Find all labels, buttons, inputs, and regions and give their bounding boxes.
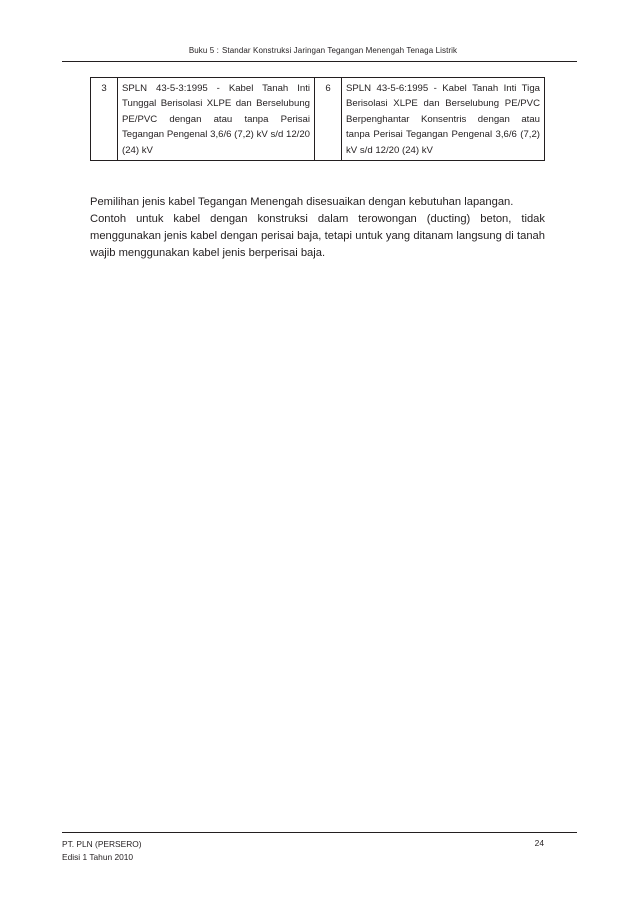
row-description-right: SPLN 43-5-6:1995 - Kabel Tanah Inti Tiga Berisolasi XLPE dan Berselubung PE/PVC Berpenghantar Konsentris dengan atau tanpa Perisai Tegangan Pengenal 3,6/6 (7,2) kV s/d 12/20 (24) kV — [342, 78, 545, 161]
header-title: Standar Konstruksi Jaringan Tegangan Menengah Tenaga Listrik — [221, 46, 458, 55]
page-footer — [62, 838, 142, 864]
table-row — [91, 78, 545, 161]
footer-edition: Edisi 1 Tahun 2010 — [62, 852, 134, 862]
body-text — [90, 194, 545, 262]
footer-divider — [62, 832, 577, 833]
page-header — [0, 46, 638, 55]
page-number: 24 — [534, 838, 544, 848]
row-description-left: SPLN 43-5-3:1995 - Kabel Tanah Inti Tunggal Berisolasi XLPE dan Berselubung PE/PVC dengan atau tanpa Perisai Tegangan Pengenal 3,6/6 (7,2) kV s/d 12/20 (24) kV — [118, 78, 315, 161]
header-divider — [62, 61, 577, 62]
standards-table — [90, 77, 545, 161]
row-number-right: 6 — [315, 78, 342, 161]
footer-company: PT. PLN (PERSERO) — [62, 839, 142, 849]
header-book: Buku 5 : — [188, 46, 219, 55]
body-line-2: Contoh untuk kabel dengan konstruksi dalam terowongan (ducting) beton, tidak menggunakan jenis kabel dengan perisai baja, tetapi untuk yang ditanam langsung di tanah wajib menggunakan kabel jenis berperisai baja. — [90, 213, 545, 259]
row-number-left: 3 — [91, 78, 118, 161]
body-line-1: Pemilihan jenis kabel Tegangan Menengah disesuaikan dengan kebutuhan lapangan. — [90, 196, 514, 208]
